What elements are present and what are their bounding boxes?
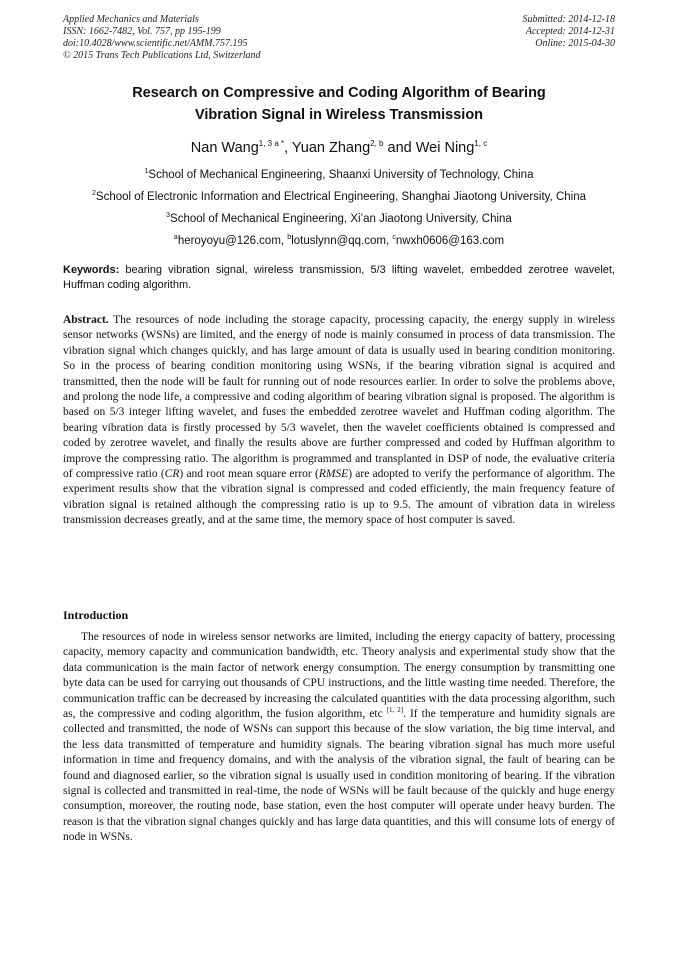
keywords-label: Keywords: — [63, 264, 120, 276]
affiliation-2-mark: 2 — [92, 190, 96, 197]
affiliation-1-text: School of Mechanical Engineering, Shaanxi University of Technology, China — [148, 169, 534, 181]
affiliation-3-text: School of Mechanical Engineering, Xi’an Jiaotong University, China — [170, 213, 512, 225]
author-2-name: Yuan Zhang — [291, 140, 371, 156]
author-2-affil: 2, b — [370, 139, 384, 148]
submitted-date: Submitted: 2014-12-18 — [522, 14, 615, 25]
abstract-text-2: ) and root mean square error ( — [179, 468, 319, 481]
affiliation-1 — [30, 164, 648, 186]
intro-text-2: . If the temperature and humidity signals are collected and transmitted, the node of WSNs can support this because of the slow variation, the big time interval, and the less data transmitted of temperature and humidity signals. The bearing vibration signal has much more useful information in time and frequency domains, and with the analysis of the vibration signal, the fault of bearing can be found and diagnosed earlier, so the vibration signal is usually used in condition monitoring of bearing. If the vibration signal is collected and transmitted in real-time, the node of WSNs will be fault because of the quickly and huge energy consumption, moreover, the routing node, base station, even the host computer will operate under heavy burden. The reason is that the vibration signal changes quickly and has large data quantities, and this will consume lots of energy of node in WSNs. — [63, 708, 615, 844]
abstract-text-1: The resources of node including the storage capacity, processing capacity, the energy supply in wireless sensor networks (WSNs) are limited, and the energy of node is mainly consumed in process of data transmission. The vibration signal which changes quickly, and has large amount of data is usually used in bearing condition monitoring. So in the process of bearing condition monitoring using WSNs, if the bearing vibration signal is acquired and transmitted, then the node will be fault for running out of node resources earlier. In order to solve the problems above, and prolong the node life, a compressive and coding algorithm of bearing vibration signal is proposed. The algorithm is based on 5/3 integer lifting wavelet, and fuses the embedded zerotree wavelet and Huffman coding algorithm. The bearing vibration data is firstly processed by 5/3 wavelet, then the wavelet coefficients obtained is compressed and coded by zerotree wavelet, and finally the results above are further compressed and coded by Huffman algorithm to improve the compressing ratio. The algorithm is programmed and transplanted in DSP of node, the evaluative criteria of compressive ratio ( — [63, 314, 615, 481]
email-c[interactable]: nwxh0606@163.com — [395, 235, 505, 247]
email-b[interactable]: lotuslynn@qq.com, — [291, 235, 393, 247]
author-1-affil: 1, 3 a * — [258, 139, 285, 148]
abstract-label: Abstract. — [63, 314, 109, 326]
email-c-mark: c — [392, 234, 396, 241]
title-line-1: Research on Compressive and Coding Algorithm of Bearing — [132, 85, 546, 101]
abstract-cr: CR — [164, 468, 180, 481]
title-line-2: Vibration Signal in Wireless Transmission — [194, 107, 484, 123]
submission-dates — [365, 14, 615, 50]
email-a-mark: a — [173, 234, 178, 241]
author-3-affil: 1, c — [474, 139, 488, 148]
journal-name: Applied Mechanics and Materials — [63, 14, 199, 25]
affiliations — [30, 164, 648, 252]
email-a[interactable]: heroyoyu@126.com, — [177, 235, 288, 247]
affiliation-2 — [30, 186, 648, 208]
journal-meta — [63, 14, 363, 62]
author-1-name: Nan Wang — [190, 140, 259, 156]
email-b-mark: b — [287, 234, 292, 241]
journal-copyright: © 2015 Trans Tech Publications Ltd, Switzerland — [63, 50, 261, 61]
author-emails — [30, 230, 648, 252]
abstract-rmse: RMSE — [318, 468, 349, 481]
journal-issn: ISSN: 1662-7482, Vol. 757, pp 195-199 — [63, 26, 221, 37]
intro-citation[interactable]: [1, 2] — [386, 706, 404, 715]
author-list — [40, 139, 638, 157]
keywords-text: bearing vibration signal, wireless transmission, 5/3 lifting wavelet, embedded zerotree wavelet, Huffman coding algorithm. — [63, 264, 615, 291]
online-date: Online: 2015-04-30 — [535, 38, 615, 49]
paper-title — [40, 82, 638, 126]
abstract — [63, 313, 615, 529]
affiliation-3 — [30, 208, 648, 230]
affiliation-3-mark: 3 — [166, 212, 171, 219]
affiliation-1-mark: 1 — [144, 168, 149, 175]
abstract-text-3: ) are adopted to verify the performance of algorithm. The experiment results show that the vibration signal is compressed and coded efficiently, the main frequency feature of vibration signal is retained although the compressing ratio is up to 9.5. The amount of vibration data in wireless transmission decreases greatly, and at the same time, the memory space of host computer is saved. — [63, 468, 615, 527]
intro-text-1: The resources of node in wireless sensor networks are limited, including the energy capacity of battery, processing capacity, memory capacity and communication bandwidth, etc. Theory analysis and experimental study show that the data communication is the main factor of network energy consumption. The energy consumption by transmitting one byte data can be used for carrying out thousands of CPU instructions, and the little wasting time needed. Therefore, the communication traffic can be decreased by increasing the calculated quantities with the data processing algorithm, such as, the compressive and coding algorithm, the fusion algorithm, etc — [63, 631, 615, 721]
introduction-heading: Introduction — [63, 608, 129, 622]
author-separator-1: , — [284, 140, 292, 156]
author-separator-2: and — [383, 140, 416, 156]
keywords — [63, 263, 615, 292]
introduction-paragraph — [63, 630, 615, 846]
affiliation-2-text: School of Electronic Information and Electrical Engineering, Shanghai Jiaotong University, China — [95, 191, 586, 203]
accepted-date: Accepted: 2014-12-31 — [525, 26, 615, 37]
author-3-name: Wei Ning — [415, 140, 475, 156]
journal-doi: doi:10.4028/www.scientific.net/AMM.757.195 — [63, 38, 248, 49]
